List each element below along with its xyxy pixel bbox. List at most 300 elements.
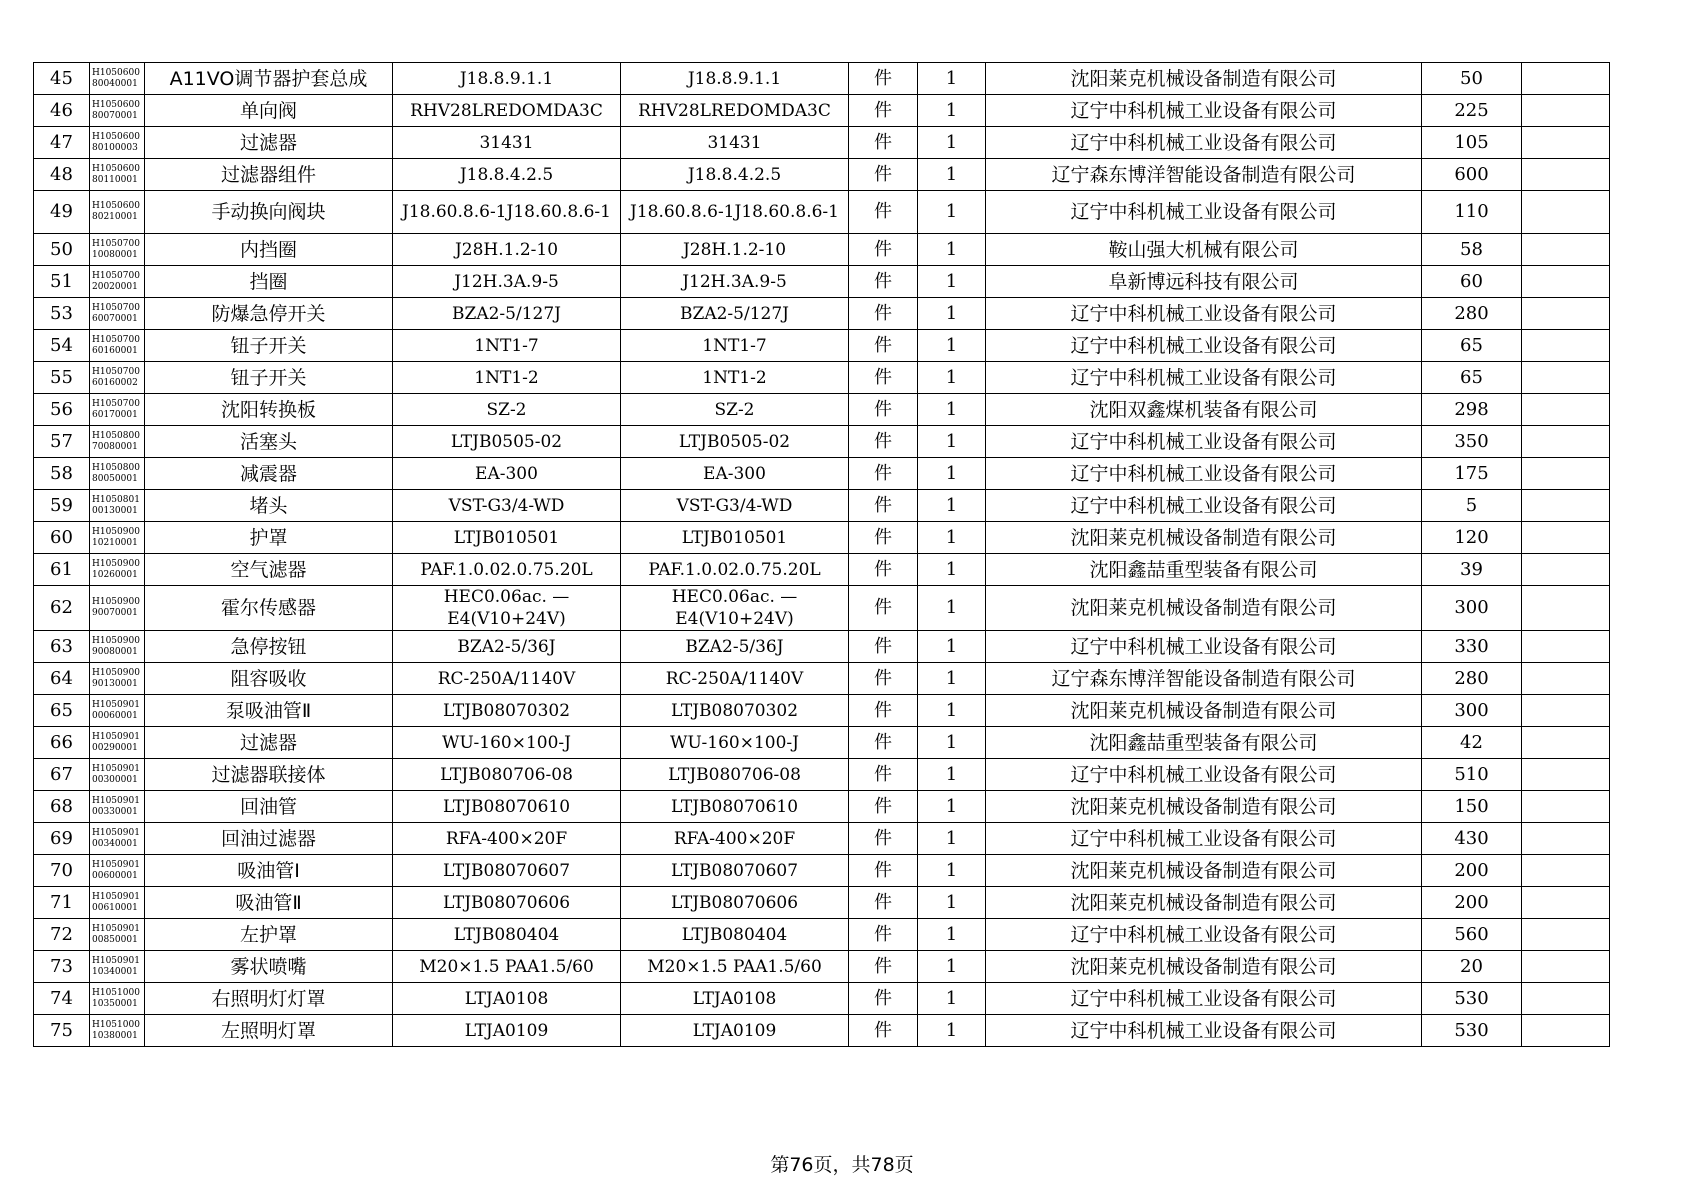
item-note — [1522, 1015, 1610, 1047]
item-spec: LTJB010501 — [393, 522, 621, 554]
item-note — [1522, 63, 1610, 95]
item-name: 活塞头 — [145, 426, 393, 458]
table-row — [34, 554, 1610, 586]
item-note — [1522, 983, 1610, 1015]
table-row — [34, 951, 1610, 983]
item-quantity: 1 — [918, 159, 986, 191]
item-unit: 件 — [849, 522, 918, 554]
item-code: H1050901 00290001 — [90, 727, 145, 759]
row-number: 49 — [34, 191, 90, 234]
item-code: H1050700 60170001 — [90, 394, 145, 426]
item-note — [1522, 951, 1610, 983]
item-supplier: 沈阳莱克机械设备制造有限公司 — [986, 855, 1422, 887]
item-model: WU-160×100-J — [621, 727, 849, 759]
item-unit: 件 — [849, 663, 918, 695]
item-quantity: 1 — [918, 426, 986, 458]
item-name: 回油过滤器 — [145, 823, 393, 855]
row-number: 74 — [34, 983, 90, 1015]
table-row — [34, 919, 1610, 951]
item-supplier: 沈阳莱克机械设备制造有限公司 — [986, 887, 1422, 919]
item-note — [1522, 490, 1610, 522]
item-unit: 件 — [849, 983, 918, 1015]
row-number: 60 — [34, 522, 90, 554]
item-spec: RFA-400×20F — [393, 823, 621, 855]
item-supplier: 辽宁中科机械工业设备有限公司 — [986, 983, 1422, 1015]
item-name: 过滤器 — [145, 127, 393, 159]
item-quantity: 1 — [918, 127, 986, 159]
table-row — [34, 63, 1610, 95]
item-note — [1522, 727, 1610, 759]
table-row — [34, 266, 1610, 298]
item-unit: 件 — [849, 298, 918, 330]
item-price: 200 — [1422, 855, 1522, 887]
item-supplier: 辽宁中科机械工业设备有限公司 — [986, 490, 1422, 522]
item-spec: LTJB08070610 — [393, 791, 621, 823]
item-quantity: 1 — [918, 663, 986, 695]
item-quantity: 1 — [918, 695, 986, 727]
item-price: 58 — [1422, 234, 1522, 266]
item-price: 175 — [1422, 458, 1522, 490]
row-number: 47 — [34, 127, 90, 159]
item-price: 105 — [1422, 127, 1522, 159]
item-model: 31431 — [621, 127, 849, 159]
item-note — [1522, 159, 1610, 191]
row-number: 68 — [34, 791, 90, 823]
item-quantity: 1 — [918, 330, 986, 362]
table-row — [34, 330, 1610, 362]
item-quantity: 1 — [918, 490, 986, 522]
item-code: H1050901 00330001 — [90, 791, 145, 823]
item-model: SZ-2 — [621, 394, 849, 426]
item-name: 钮子开关 — [145, 362, 393, 394]
item-supplier: 辽宁中科机械工业设备有限公司 — [986, 759, 1422, 791]
item-note — [1522, 791, 1610, 823]
item-note — [1522, 759, 1610, 791]
item-quantity: 1 — [918, 191, 986, 234]
item-price: 120 — [1422, 522, 1522, 554]
item-model: RFA-400×20F — [621, 823, 849, 855]
item-model: LTJB010501 — [621, 522, 849, 554]
item-model: LTJA0109 — [621, 1015, 849, 1047]
item-code: H1050600 80100003 — [90, 127, 145, 159]
item-model: LTJB08070302 — [621, 695, 849, 727]
item-supplier: 沈阳鑫喆重型装备有限公司 — [986, 727, 1422, 759]
item-note — [1522, 95, 1610, 127]
table-row — [34, 458, 1610, 490]
item-unit: 件 — [849, 362, 918, 394]
item-name: 手动换向阀块 — [145, 191, 393, 234]
table-row — [34, 362, 1610, 394]
item-price: 280 — [1422, 663, 1522, 695]
item-model: VST-G3/4-WD — [621, 490, 849, 522]
item-unit: 件 — [849, 394, 918, 426]
item-note — [1522, 919, 1610, 951]
item-unit: 件 — [849, 1015, 918, 1047]
row-number: 64 — [34, 663, 90, 695]
item-code: H1050801 00130001 — [90, 490, 145, 522]
item-note — [1522, 887, 1610, 919]
item-price: 50 — [1422, 63, 1522, 95]
item-price: 150 — [1422, 791, 1522, 823]
item-unit: 件 — [849, 919, 918, 951]
item-spec: LTJA0109 — [393, 1015, 621, 1047]
item-quantity: 1 — [918, 919, 986, 951]
item-name: 护罩 — [145, 522, 393, 554]
row-number: 65 — [34, 695, 90, 727]
item-price: 298 — [1422, 394, 1522, 426]
item-name: 回油管 — [145, 791, 393, 823]
item-name: 吸油管Ⅱ — [145, 887, 393, 919]
item-quantity: 1 — [918, 554, 986, 586]
item-spec: M20×1.5 PAA1.5/60 — [393, 951, 621, 983]
item-name: A11VO调节器护套总成 — [145, 63, 393, 95]
item-code: H1051000 10380001 — [90, 1015, 145, 1047]
item-spec: 1NT1-2 — [393, 362, 621, 394]
item-price: 350 — [1422, 426, 1522, 458]
table-row — [34, 426, 1610, 458]
item-code: H1050901 00610001 — [90, 887, 145, 919]
item-price: 530 — [1422, 1015, 1522, 1047]
item-code: H1050700 10080001 — [90, 234, 145, 266]
item-spec: LTJB080706-08 — [393, 759, 621, 791]
row-number: 63 — [34, 631, 90, 663]
table-row — [34, 631, 1610, 663]
table-row — [34, 759, 1610, 791]
item-quantity: 1 — [918, 727, 986, 759]
item-spec: RC-250A/1140V — [393, 663, 621, 695]
item-quantity: 1 — [918, 95, 986, 127]
item-price: 110 — [1422, 191, 1522, 234]
item-note — [1522, 631, 1610, 663]
item-price: 560 — [1422, 919, 1522, 951]
table-body — [34, 63, 1610, 1047]
table-row — [34, 522, 1610, 554]
table-row — [34, 727, 1610, 759]
item-unit: 件 — [849, 727, 918, 759]
item-name: 阻容吸收 — [145, 663, 393, 695]
row-number: 59 — [34, 490, 90, 522]
item-price: 200 — [1422, 887, 1522, 919]
row-number: 57 — [34, 426, 90, 458]
row-number: 72 — [34, 919, 90, 951]
item-price: 300 — [1422, 586, 1522, 631]
item-code: H1050900 10260001 — [90, 554, 145, 586]
row-number: 53 — [34, 298, 90, 330]
item-code: H1050901 00300001 — [90, 759, 145, 791]
row-number: 69 — [34, 823, 90, 855]
item-name: 左护罩 — [145, 919, 393, 951]
item-spec: RHV28LREDOMDA3C — [393, 95, 621, 127]
item-quantity: 1 — [918, 983, 986, 1015]
item-note — [1522, 586, 1610, 631]
row-number: 73 — [34, 951, 90, 983]
item-code: H1050600 80040001 — [90, 63, 145, 95]
item-code: H1050900 10210001 — [90, 522, 145, 554]
item-unit: 件 — [849, 458, 918, 490]
item-unit: 件 — [849, 791, 918, 823]
item-supplier: 鞍山强大机械有限公司 — [986, 234, 1422, 266]
item-note — [1522, 522, 1610, 554]
item-name: 单向阀 — [145, 95, 393, 127]
item-quantity: 1 — [918, 63, 986, 95]
item-name: 内挡圈 — [145, 234, 393, 266]
table-row — [34, 159, 1610, 191]
item-quantity: 1 — [918, 1015, 986, 1047]
item-price: 42 — [1422, 727, 1522, 759]
item-spec: BZA2-5/36J — [393, 631, 621, 663]
item-name: 过滤器组件 — [145, 159, 393, 191]
parts-table — [33, 62, 1610, 1047]
item-name: 霍尔传感器 — [145, 586, 393, 631]
item-note — [1522, 127, 1610, 159]
item-spec: LTJB08070607 — [393, 855, 621, 887]
item-code: H1050900 90130001 — [90, 663, 145, 695]
item-unit: 件 — [849, 234, 918, 266]
item-price: 280 — [1422, 298, 1522, 330]
row-number: 75 — [34, 1015, 90, 1047]
table-row — [34, 586, 1610, 631]
item-model: J28H.1.2-10 — [621, 234, 849, 266]
item-name: 过滤器联接体 — [145, 759, 393, 791]
item-name: 左照明灯罩 — [145, 1015, 393, 1047]
table-row — [34, 234, 1610, 266]
item-model: BZA2-5/127J — [621, 298, 849, 330]
item-code: H1050900 90070001 — [90, 586, 145, 631]
item-note — [1522, 554, 1610, 586]
item-spec: EA-300 — [393, 458, 621, 490]
item-quantity: 1 — [918, 586, 986, 631]
row-number: 50 — [34, 234, 90, 266]
item-supplier: 辽宁中科机械工业设备有限公司 — [986, 426, 1422, 458]
item-code: H1050700 20020001 — [90, 266, 145, 298]
item-note — [1522, 234, 1610, 266]
item-supplier: 沈阳鑫喆重型装备有限公司 — [986, 554, 1422, 586]
item-code: H1051000 10350001 — [90, 983, 145, 1015]
item-price: 20 — [1422, 951, 1522, 983]
table-row — [34, 983, 1610, 1015]
item-name: 急停按钮 — [145, 631, 393, 663]
item-supplier: 沈阳双鑫煤机装备有限公司 — [986, 394, 1422, 426]
item-name: 吸油管Ⅰ — [145, 855, 393, 887]
row-number: 66 — [34, 727, 90, 759]
item-model: PAF.1.0.02.0.75.20L — [621, 554, 849, 586]
item-note — [1522, 823, 1610, 855]
table-row — [34, 855, 1610, 887]
item-unit: 件 — [849, 426, 918, 458]
item-note — [1522, 298, 1610, 330]
item-supplier: 沈阳莱克机械设备制造有限公司 — [986, 695, 1422, 727]
item-supplier: 辽宁中科机械工业设备有限公司 — [986, 631, 1422, 663]
item-unit: 件 — [849, 855, 918, 887]
item-quantity: 1 — [918, 458, 986, 490]
item-model: HEC0.06ac. —E4(V10+24V) — [621, 586, 849, 631]
row-number: 67 — [34, 759, 90, 791]
item-model: J18.60.8.6-1J18.60.8.6-1 — [621, 191, 849, 234]
item-model: 1NT1-7 — [621, 330, 849, 362]
item-unit: 件 — [849, 631, 918, 663]
item-quantity: 1 — [918, 234, 986, 266]
row-number: 48 — [34, 159, 90, 191]
item-code: H1050900 90080001 — [90, 631, 145, 663]
item-model: LTJB08070607 — [621, 855, 849, 887]
item-spec: LTJA0108 — [393, 983, 621, 1015]
item-code: H1050800 80050001 — [90, 458, 145, 490]
item-code: H1050600 80110001 — [90, 159, 145, 191]
item-model: M20×1.5 PAA1.5/60 — [621, 951, 849, 983]
item-price: 60 — [1422, 266, 1522, 298]
item-note — [1522, 330, 1610, 362]
item-note — [1522, 191, 1610, 234]
item-price: 530 — [1422, 983, 1522, 1015]
item-supplier: 沈阳莱克机械设备制造有限公司 — [986, 522, 1422, 554]
item-unit: 件 — [849, 191, 918, 234]
item-quantity: 1 — [918, 362, 986, 394]
item-price: 300 — [1422, 695, 1522, 727]
item-model: LTJB08070610 — [621, 791, 849, 823]
item-model: J12H.3A.9-5 — [621, 266, 849, 298]
item-name: 防爆急停开关 — [145, 298, 393, 330]
item-supplier: 辽宁森东博洋智能设备制造有限公司 — [986, 663, 1422, 695]
item-quantity: 1 — [918, 759, 986, 791]
page-footer: 第76页，共78页 — [770, 1154, 914, 1176]
item-unit: 件 — [849, 330, 918, 362]
item-model: LTJB0505-02 — [621, 426, 849, 458]
row-number: 54 — [34, 330, 90, 362]
table-row — [34, 298, 1610, 330]
item-model: J18.8.9.1.1 — [621, 63, 849, 95]
row-number: 56 — [34, 394, 90, 426]
item-code: H1050901 00340001 — [90, 823, 145, 855]
item-spec: J18.8.9.1.1 — [393, 63, 621, 95]
item-quantity: 1 — [918, 631, 986, 663]
item-code: H1050901 00060001 — [90, 695, 145, 727]
item-spec: LTJB0505-02 — [393, 426, 621, 458]
item-name: 空气滤器 — [145, 554, 393, 586]
item-supplier: 辽宁中科机械工业设备有限公司 — [986, 191, 1422, 234]
item-code: H1050700 60160001 — [90, 330, 145, 362]
item-model: BZA2-5/36J — [621, 631, 849, 663]
item-unit: 件 — [849, 63, 918, 95]
item-model: J18.8.4.2.5 — [621, 159, 849, 191]
item-name: 挡圈 — [145, 266, 393, 298]
item-price: 600 — [1422, 159, 1522, 191]
item-name: 钮子开关 — [145, 330, 393, 362]
item-price: 430 — [1422, 823, 1522, 855]
item-supplier: 辽宁中科机械工业设备有限公司 — [986, 298, 1422, 330]
item-supplier: 沈阳莱克机械设备制造有限公司 — [986, 791, 1422, 823]
item-quantity: 1 — [918, 266, 986, 298]
item-supplier: 沈阳莱克机械设备制造有限公司 — [986, 951, 1422, 983]
item-quantity: 1 — [918, 823, 986, 855]
item-code: H1050901 00600001 — [90, 855, 145, 887]
table-row — [34, 127, 1610, 159]
item-name: 减震器 — [145, 458, 393, 490]
item-supplier: 辽宁中科机械工业设备有限公司 — [986, 330, 1422, 362]
item-supplier: 辽宁中科机械工业设备有限公司 — [986, 1015, 1422, 1047]
item-spec: J28H.1.2-10 — [393, 234, 621, 266]
item-note — [1522, 458, 1610, 490]
table-row — [34, 490, 1610, 522]
item-unit: 件 — [849, 887, 918, 919]
row-number: 70 — [34, 855, 90, 887]
item-spec: WU-160×100-J — [393, 727, 621, 759]
item-price: 39 — [1422, 554, 1522, 586]
item-model: EA-300 — [621, 458, 849, 490]
item-quantity: 1 — [918, 298, 986, 330]
item-name: 过滤器 — [145, 727, 393, 759]
item-code: H1050700 60070001 — [90, 298, 145, 330]
item-note — [1522, 855, 1610, 887]
table-row — [34, 823, 1610, 855]
row-number: 61 — [34, 554, 90, 586]
item-code: H1050901 00850001 — [90, 919, 145, 951]
item-model: RHV28LREDOMDA3C — [621, 95, 849, 127]
item-spec: LTJB08070606 — [393, 887, 621, 919]
item-supplier: 辽宁中科机械工业设备有限公司 — [986, 95, 1422, 127]
row-number: 46 — [34, 95, 90, 127]
row-number: 51 — [34, 266, 90, 298]
item-note — [1522, 663, 1610, 695]
item-price: 5 — [1422, 490, 1522, 522]
item-name: 泵吸油管Ⅱ — [145, 695, 393, 727]
item-unit: 件 — [849, 127, 918, 159]
table-row — [34, 791, 1610, 823]
table-row — [34, 1015, 1610, 1047]
item-price: 510 — [1422, 759, 1522, 791]
item-unit: 件 — [849, 95, 918, 127]
item-price: 65 — [1422, 362, 1522, 394]
item-supplier: 辽宁中科机械工业设备有限公司 — [986, 823, 1422, 855]
item-note — [1522, 426, 1610, 458]
item-price: 65 — [1422, 330, 1522, 362]
item-unit: 件 — [849, 823, 918, 855]
item-code: H1050800 70080001 — [90, 426, 145, 458]
item-price: 225 — [1422, 95, 1522, 127]
item-code: H1050901 10340001 — [90, 951, 145, 983]
item-supplier: 辽宁中科机械工业设备有限公司 — [986, 919, 1422, 951]
item-model: 1NT1-2 — [621, 362, 849, 394]
row-number: 45 — [34, 63, 90, 95]
item-unit: 件 — [849, 490, 918, 522]
row-number: 55 — [34, 362, 90, 394]
item-unit: 件 — [849, 159, 918, 191]
item-spec: VST-G3/4-WD — [393, 490, 621, 522]
table-row — [34, 887, 1610, 919]
item-quantity: 1 — [918, 791, 986, 823]
item-supplier: 辽宁中科机械工业设备有限公司 — [986, 362, 1422, 394]
item-supplier: 沈阳莱克机械设备制造有限公司 — [986, 586, 1422, 631]
item-name: 沈阳转换板 — [145, 394, 393, 426]
item-unit: 件 — [849, 586, 918, 631]
item-quantity: 1 — [918, 394, 986, 426]
item-unit: 件 — [849, 554, 918, 586]
item-note — [1522, 394, 1610, 426]
item-code: H1050600 80070001 — [90, 95, 145, 127]
item-model: LTJB080404 — [621, 919, 849, 951]
item-supplier: 辽宁中科机械工业设备有限公司 — [986, 458, 1422, 490]
table-row — [34, 394, 1610, 426]
item-code: H1050600 80210001 — [90, 191, 145, 234]
item-model: LTJB080706-08 — [621, 759, 849, 791]
item-supplier: 阜新博远科技有限公司 — [986, 266, 1422, 298]
item-unit: 件 — [849, 951, 918, 983]
item-price: 330 — [1422, 631, 1522, 663]
item-note — [1522, 362, 1610, 394]
row-number: 58 — [34, 458, 90, 490]
item-supplier: 辽宁森东博洋智能设备制造有限公司 — [986, 159, 1422, 191]
item-supplier: 辽宁中科机械工业设备有限公司 — [986, 127, 1422, 159]
item-code: H1050700 60160002 — [90, 362, 145, 394]
